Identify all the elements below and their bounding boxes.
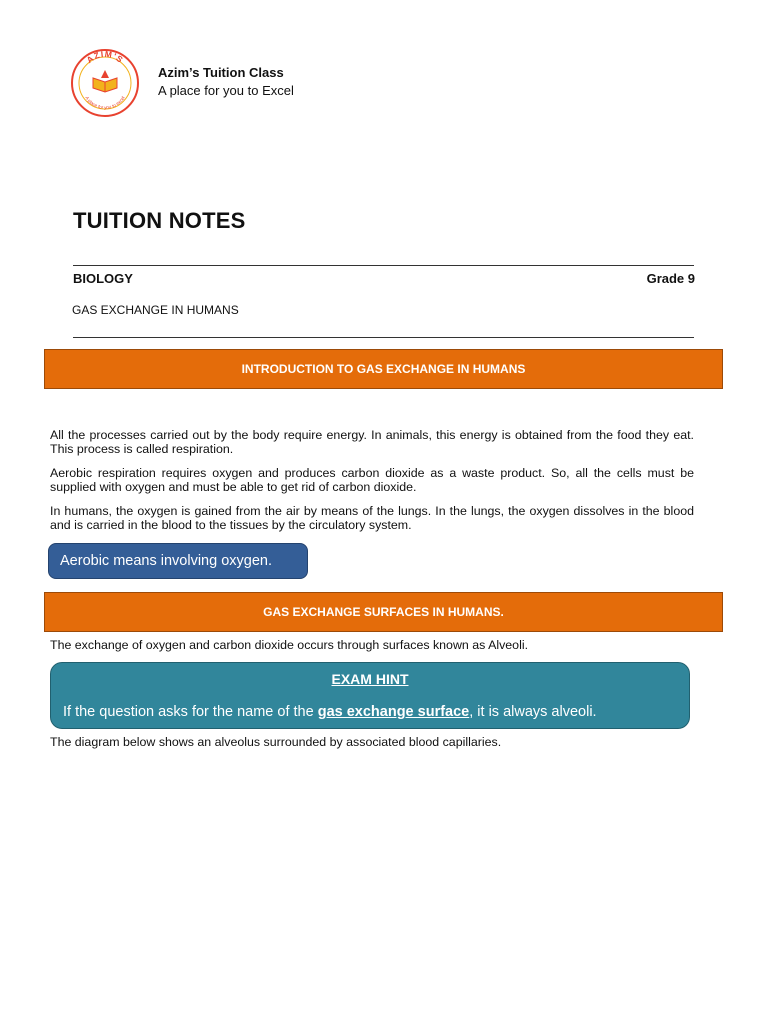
exam-hint-text-before: If the question asks for the name of the	[63, 704, 318, 720]
topic-label: GAS EXCHANGE IN HUMANS	[72, 303, 239, 317]
definition-callout	[48, 543, 308, 579]
divider	[73, 265, 694, 266]
exam-hint-box	[50, 662, 690, 729]
subject-label: BIOLOGY	[73, 271, 133, 286]
svg-text:AZIM'S: AZIM'S	[84, 48, 126, 66]
page-title: TUITION NOTES	[73, 208, 246, 233]
section-banner-surfaces	[44, 592, 723, 632]
svg-text:A place for you to excel: A place for you to excel	[84, 95, 126, 111]
exam-hint-title: EXAM HINT	[331, 671, 409, 687]
section-banner-intro	[44, 349, 723, 389]
exam-hint-emphasis: gas exchange surface	[317, 704, 470, 720]
exam-hint-text-after: , it is always alveoli.	[469, 704, 597, 720]
paragraph: Aerobic respiration requires oxygen and produces carbon dioxide as a waste product. So, all the cells must be supplied with oxygen and must be able to get rid of carbon dioxide.	[50, 466, 694, 494]
grade-label: Grade 9	[646, 271, 695, 286]
definition-text: Aerobic means involving oxygen.	[60, 553, 272, 569]
section-heading: GAS EXCHANGE SURFACES IN HUMANS.	[263, 605, 504, 619]
paragraph: All the processes carried out by the body require energy. In animals, this energy is obtained from the food they eat. This process is called respiration.	[50, 428, 694, 456]
divider	[73, 337, 694, 338]
paragraph: The exchange of oxygen and carbon dioxide occurs through surfaces known as Alveoli.	[50, 638, 529, 652]
exam-hint-text	[63, 704, 597, 720]
org-tagline: A place for you to Excel	[158, 83, 294, 98]
diagram-caption: The diagram below shows an alveolus surrounded by associated blood capillaries.	[50, 735, 502, 749]
paragraph: In humans, the oxygen is gained from the air by means of the lungs. In the lungs, the oxygen dissolves in the blood and is carried in the blood to the tissues by the circulatory system.	[50, 504, 694, 532]
section-heading: INTRODUCTION TO GAS EXCHANGE IN HUMANS	[241, 362, 526, 376]
org-name: Azim’s Tuition Class	[158, 65, 284, 80]
school-logo	[70, 48, 140, 118]
